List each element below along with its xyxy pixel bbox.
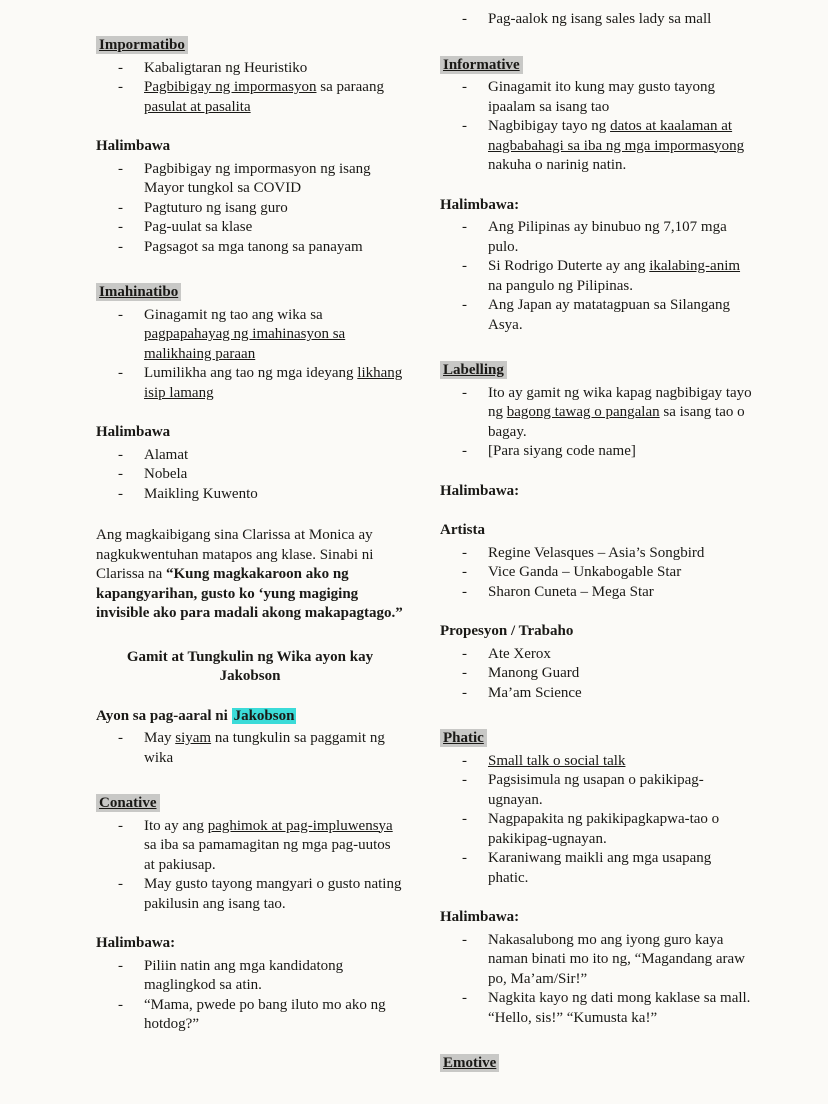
section-heading — [440, 56, 755, 76]
text-run: Artista — [440, 522, 485, 538]
list-item — [96, 729, 404, 768]
text-run: Ito ay gamit ng wika kapag nagbibigay tayo ng — [488, 384, 752, 420]
bullet-list — [96, 306, 404, 404]
list-item-text — [144, 307, 345, 362]
bullet-list — [440, 384, 755, 462]
text-run: na pangulo ng Pilipinas. — [488, 277, 633, 294]
text-run: Manong Guard — [488, 665, 580, 681]
text-run: Nakasalubong mo ang iyong guro kaya naman binati mo ito ng, “Magandang araw po, Ma’am/Sir!” — [488, 931, 746, 987]
text-run: Nobela — [144, 466, 188, 482]
bullet-marker: - — [462, 645, 467, 662]
text-run: Ginagamit ng tao ang wika sa — [144, 306, 323, 323]
text-run: Nagkita kayo ng dati mong kaklase sa mall. “Hello, sis!” “Kumusta ka!” — [488, 990, 751, 1026]
text-run: Alamat — [144, 446, 189, 463]
bullet-marker: - — [118, 876, 123, 892]
bullet-marker: - — [462, 384, 467, 401]
bullet-marker: - — [462, 79, 467, 95]
bullet-list — [440, 78, 755, 176]
list-item — [440, 218, 755, 257]
list-item — [440, 664, 755, 684]
bullet-marker: - — [118, 957, 123, 974]
text-run: Halimbawa — [96, 138, 171, 154]
bullet-marker: - — [118, 996, 123, 1013]
list-item — [440, 771, 755, 810]
text-run: Imahinatibo — [99, 284, 179, 300]
list-item — [96, 875, 404, 914]
text-run: Karaniwang maikli ang mga usapang phatic. — [488, 850, 712, 886]
bullet-marker: - — [462, 850, 467, 866]
text-run: na tungkulin sa paggamit ng wika — [144, 730, 385, 766]
text-run: Pagtuturo ng isang guro — [144, 199, 288, 216]
list-item-text — [144, 997, 386, 1033]
heading-highlight — [440, 361, 507, 379]
bullet-marker: - — [462, 665, 467, 681]
list-item-text — [144, 958, 343, 994]
text-run: Regine Velasques – Asia’s Songbird — [488, 544, 705, 561]
list-item-text — [488, 297, 730, 333]
list-item — [440, 296, 755, 335]
bullet-list — [440, 218, 755, 335]
list-item — [96, 957, 404, 996]
bullet-list — [440, 544, 755, 603]
list-item-text — [488, 564, 681, 580]
text-run: Maikling Kuwento — [144, 485, 258, 502]
list-item-text — [488, 850, 711, 886]
list-item-text — [488, 118, 744, 173]
text-run: Ang magkaibigang sina Clarissa at Monica ay nagkukwentuhan matapos ang klase. Sinabi ni Clarissa na — [96, 527, 374, 582]
text-run: Pag-uulat sa klase — [144, 219, 253, 235]
bullet-marker: - — [462, 544, 467, 561]
text-run: May — [144, 730, 176, 746]
bullet-list — [440, 645, 755, 704]
text-run: Sharon Cuneta – Mega Star — [488, 583, 654, 600]
list-item — [440, 583, 755, 603]
bullet-list — [96, 59, 404, 118]
list-item-text — [488, 753, 625, 769]
bullet-marker: - — [118, 219, 123, 235]
text-run: Piliin natin ang mga kandidatong maglingkod sa atin. — [144, 957, 344, 993]
bullet-list — [440, 10, 755, 30]
bullet-list — [96, 729, 404, 768]
text-run: ikalabing-anim — [649, 258, 741, 274]
subheading — [96, 934, 404, 954]
bullet-marker: - — [462, 297, 467, 313]
text-run: pagpapahayag ng imahinasyon sa malikhaing paraan — [144, 326, 346, 362]
list-item-text — [488, 11, 711, 27]
list-item — [96, 78, 404, 117]
subheading — [96, 423, 404, 443]
text-run: Phatic — [443, 730, 484, 746]
list-item — [440, 78, 755, 117]
bullet-marker: - — [118, 59, 123, 76]
list-item — [440, 989, 755, 1028]
list-item — [440, 442, 755, 462]
section-heading — [440, 729, 755, 749]
subheading — [96, 707, 404, 727]
list-item-text — [144, 200, 288, 216]
text-run: Kabaligtaran ng Heuristiko — [144, 59, 308, 76]
text-run: likhang isip lamang — [144, 365, 403, 401]
bullet-marker: - — [462, 219, 467, 235]
text-run: Gamit at Tungkulin ng Wika ayon kay Jakobson — [126, 648, 374, 684]
bullet-marker: - — [118, 730, 123, 746]
text-run: paghimok at pag-impluwensya — [207, 817, 393, 834]
text-run: Halimbawa: — [440, 482, 520, 499]
bullet-marker: - — [462, 931, 467, 948]
list-item — [440, 752, 755, 772]
bullet-marker: - — [118, 817, 123, 834]
bullet-marker: - — [118, 365, 123, 381]
text-run: Pagbibigay ng impormasyon ng isang Mayor tungkol sa COVID — [144, 160, 371, 196]
text-run: datos at kaalaman at nagbabahagi sa iba ng mga impormasyong — [488, 118, 745, 154]
text-run: Nagbibigay tayo ng — [488, 118, 611, 134]
list-item-text — [144, 466, 187, 482]
list-item — [96, 199, 404, 219]
subheading — [96, 137, 404, 157]
bullet-marker: - — [462, 11, 467, 27]
subheading — [440, 908, 755, 928]
list-item-text — [144, 219, 252, 235]
subheading — [440, 521, 755, 541]
heading-highlight — [440, 729, 487, 747]
list-item-text — [144, 239, 363, 255]
list-item-text — [144, 730, 385, 766]
bullet-list — [440, 931, 755, 1029]
text-run: Pagsisimula ng usapan o pakikipag-ugnayan. — [488, 772, 704, 808]
list-item-text — [144, 876, 401, 912]
text-run: Vice Ganda – Unkabogable Star — [488, 564, 682, 580]
list-item — [96, 446, 404, 466]
heading-highlight — [440, 1054, 499, 1072]
bullet-marker: - — [462, 752, 467, 769]
list-item-text — [488, 646, 551, 662]
list-item-text — [144, 365, 402, 401]
list-item-text — [144, 486, 258, 502]
bullet-marker: - — [118, 79, 123, 95]
text-run: Conative — [99, 795, 157, 811]
text-run: Halimbawa: — [440, 196, 520, 213]
bullet-list — [440, 752, 755, 889]
section-heading — [96, 283, 404, 303]
list-item — [440, 117, 755, 176]
text-run: Si Rodrigo Duterte ay ang — [488, 258, 650, 274]
list-item — [440, 257, 755, 296]
text-run: Informative — [443, 56, 520, 73]
list-item-text — [488, 545, 704, 561]
text-run: Halimbawa — [96, 424, 171, 440]
text-run: Ang Japan ay matatagpuan sa Silangang Asya. — [488, 297, 731, 333]
list-item-text — [488, 665, 579, 681]
heading-highlight — [440, 56, 523, 74]
text-run: Impormatibo — [99, 37, 185, 53]
list-item — [96, 160, 404, 199]
text-run: sa iba sa pamamagitan ng mga pag-uutos at pakiusap. — [144, 837, 391, 873]
text-run: sa paraang — [316, 79, 384, 95]
bullet-marker: - — [118, 466, 123, 482]
text-run: Pagbibigay ng impormasyon — [144, 79, 317, 95]
text-run: Lumilikha ang tao ng mga ideyang — [144, 365, 358, 381]
text-run: siyam — [175, 730, 212, 746]
text-run: Halimbawa: — [96, 935, 176, 951]
right-column — [440, 10, 755, 1074]
document-title — [98, 648, 402, 687]
list-item-text — [488, 584, 654, 600]
text-run: bagong tawag o pangalan — [506, 404, 660, 420]
list-item-text — [144, 447, 188, 463]
bullet-list — [96, 817, 404, 915]
section-heading — [96, 36, 404, 56]
list-item — [96, 465, 404, 485]
heading-highlight — [96, 794, 160, 812]
text-run: Halimbawa: — [440, 909, 520, 925]
text-run: Ang Pilipinas ay binubuo ng 7,107 mga pulo. — [488, 219, 727, 255]
list-item — [440, 810, 755, 849]
list-item-text — [488, 932, 745, 987]
bullet-marker: - — [118, 446, 123, 463]
list-item — [440, 563, 755, 583]
section-heading — [440, 1054, 755, 1074]
list-item-text — [144, 79, 384, 115]
list-item-text — [488, 385, 752, 440]
text-run: Pagsagot sa mga tanong sa panayam — [144, 238, 363, 255]
bullet-marker: - — [462, 443, 467, 459]
text-run: sa isang tao o bagay. — [488, 404, 745, 440]
bullet-list — [96, 160, 404, 258]
list-item — [440, 384, 755, 443]
bullet-marker: - — [462, 564, 467, 580]
text-run: nakuha o narinig natin. — [488, 157, 627, 173]
bullet-marker: - — [462, 118, 467, 134]
text-run: Ate Xerox — [488, 645, 551, 662]
bullet-list — [96, 957, 404, 1035]
list-item-text — [488, 219, 727, 255]
bullet-marker: - — [462, 772, 467, 788]
list-item — [440, 684, 755, 704]
list-item — [96, 996, 404, 1035]
subheading — [440, 196, 755, 216]
list-item — [96, 364, 404, 403]
text-run: Small talk o social talk — [488, 752, 626, 769]
list-item-text — [144, 60, 307, 76]
bullet-marker: - — [118, 485, 123, 502]
section-heading — [440, 361, 755, 381]
list-item-text — [488, 772, 704, 808]
text-run: Ma’am Science — [488, 684, 582, 701]
list-item-text — [144, 161, 371, 197]
bullet-marker: - — [462, 583, 467, 600]
heading-highlight — [96, 283, 181, 301]
list-item-text — [488, 79, 715, 115]
list-item-text — [488, 443, 636, 459]
list-item-text — [488, 990, 750, 1026]
bullet-marker: - — [118, 306, 123, 323]
heading-highlight — [96, 36, 188, 54]
bullet-marker: - — [462, 258, 467, 274]
text-run: Pag-aalok ng isang sales lady sa mall — [488, 11, 712, 27]
text-run: May gusto tayong mangyari o gusto nating pakilusin ang isang tao. — [144, 876, 402, 912]
text-run: Emotive — [443, 1055, 497, 1071]
highlighted-term: Jakobson — [233, 707, 295, 724]
bullet-marker: - — [118, 238, 123, 255]
text-run: Labelling — [443, 362, 504, 378]
bullet-marker: - — [118, 160, 123, 177]
list-item — [440, 544, 755, 564]
list-item — [96, 218, 404, 238]
bullet-marker: - — [118, 199, 123, 216]
text-run: [Para siyang code name] — [488, 443, 636, 459]
text-run: Nagpapakita ng pakikipagkapwa-tao o pakikipag-ugnayan. — [488, 811, 720, 847]
list-item — [96, 306, 404, 365]
subheading — [440, 622, 755, 642]
list-item-text — [144, 818, 393, 873]
text-run: Ayon sa pag-aaral ni — [96, 707, 232, 724]
bullet-marker: - — [462, 990, 467, 1006]
text-run: “Kung magkakaroon ako ng kapangyarihan, gusto ko ‘yung magiging invisible ako para madali akong makapagtago.” — [96, 566, 403, 621]
bullet-marker: - — [462, 811, 467, 827]
text-run: Propesyon / Trabaho — [440, 623, 574, 639]
bullet-list — [96, 446, 404, 505]
list-item — [440, 10, 755, 30]
list-item-text — [488, 811, 719, 847]
list-item — [440, 931, 755, 990]
section-heading — [96, 794, 404, 814]
text-run: Ito ay ang — [144, 817, 208, 834]
list-item — [96, 238, 404, 258]
paragraph — [96, 526, 404, 624]
list-item — [96, 485, 404, 505]
list-item-text — [488, 685, 582, 701]
subheading — [440, 482, 755, 502]
left-column — [96, 36, 404, 1035]
list-item — [440, 849, 755, 888]
list-item — [96, 59, 404, 79]
text-run: pasulat at pasalita — [144, 98, 251, 115]
text-run: “Mama, pwede po bang iluto mo ako ng hotdog?” — [144, 996, 386, 1032]
list-item — [96, 817, 404, 876]
text-run: Ginagamit ito kung may gusto tayong ipaalam sa isang tao — [488, 79, 716, 115]
list-item-text — [488, 258, 740, 294]
bullet-marker: - — [462, 684, 467, 701]
list-item — [440, 645, 755, 665]
